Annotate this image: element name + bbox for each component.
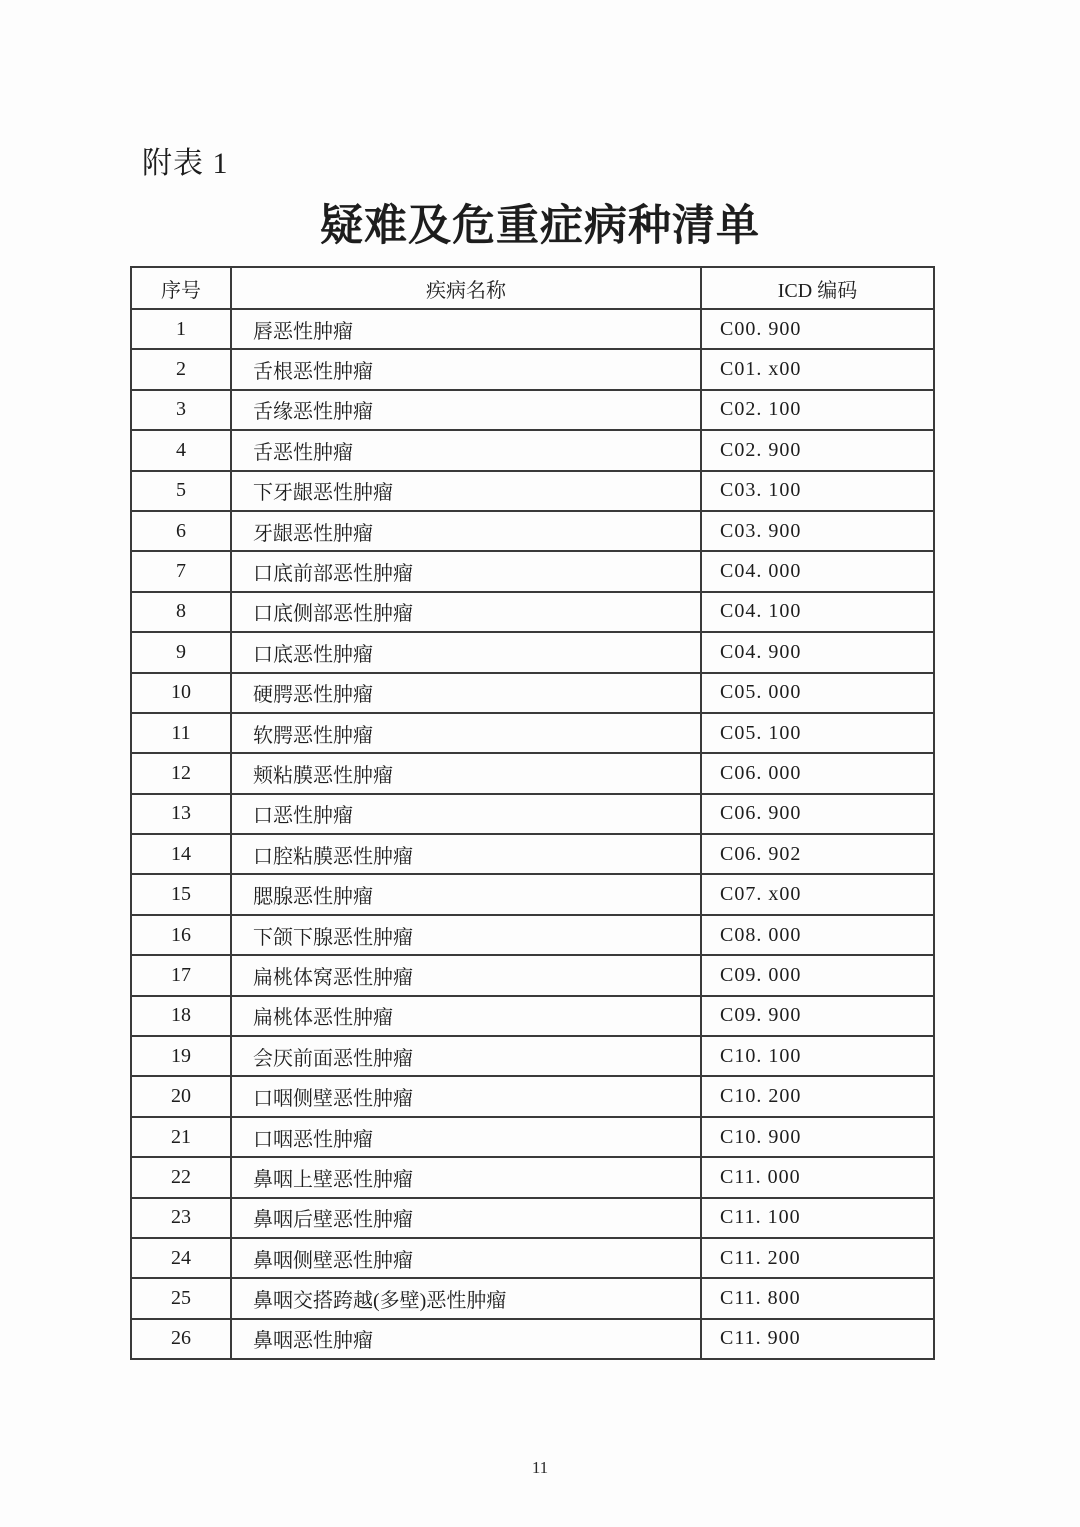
disease-name: 口咽侧壁恶性肿瘤 — [231, 1076, 701, 1116]
table-row — [131, 673, 934, 713]
table-row — [131, 1278, 934, 1318]
table-row — [131, 632, 934, 672]
disease-name: 硬腭恶性肿瘤 — [231, 673, 701, 713]
icd-code: C11. 000 — [701, 1157, 934, 1197]
row-number: 2 — [131, 349, 231, 389]
disease-name: 鼻咽上壁恶性肿瘤 — [231, 1157, 701, 1197]
disease-name: 扁桃体恶性肿瘤 — [231, 996, 701, 1036]
icd-code: C08. 000 — [701, 915, 934, 955]
icd-code: C11. 900 — [701, 1319, 934, 1359]
disease-name: 口底侧部恶性肿瘤 — [231, 592, 701, 632]
disease-name: 鼻咽后壁恶性肿瘤 — [231, 1198, 701, 1238]
disease-name: 牙龈恶性肿瘤 — [231, 511, 701, 551]
icd-code: C11. 800 — [701, 1278, 934, 1318]
row-number: 3 — [131, 390, 231, 430]
icd-code: C06. 000 — [701, 753, 934, 793]
icd-code: C02. 900 — [701, 430, 934, 470]
row-number: 7 — [131, 551, 231, 591]
row-number: 19 — [131, 1036, 231, 1076]
table-row — [131, 309, 934, 349]
disease-name: 舌恶性肿瘤 — [231, 430, 701, 470]
table-row — [131, 1238, 934, 1278]
disease-name: 下颌下腺恶性肿瘤 — [231, 915, 701, 955]
row-number: 14 — [131, 834, 231, 874]
table-body — [131, 309, 934, 1359]
col-header-no: 序号 — [131, 267, 231, 309]
disease-name: 腮腺恶性肿瘤 — [231, 874, 701, 914]
col-header-disease-name: 疾病名称 — [231, 267, 701, 309]
icd-code: C04. 100 — [701, 592, 934, 632]
table-row — [131, 390, 934, 430]
icd-code: C10. 100 — [701, 1036, 934, 1076]
icd-code: C05. 000 — [701, 673, 934, 713]
disease-name: 口底恶性肿瘤 — [231, 632, 701, 672]
table-row — [131, 1036, 934, 1076]
table-row — [131, 430, 934, 470]
row-number: 1 — [131, 309, 231, 349]
icd-code: C06. 900 — [701, 794, 934, 834]
table-row — [131, 551, 934, 591]
row-number: 4 — [131, 430, 231, 470]
disease-name: 舌缘恶性肿瘤 — [231, 390, 701, 430]
row-number: 18 — [131, 996, 231, 1036]
table-row — [131, 1198, 934, 1238]
row-number: 11 — [131, 713, 231, 753]
table-row — [131, 955, 934, 995]
row-number: 8 — [131, 592, 231, 632]
row-number: 12 — [131, 753, 231, 793]
icd-code: C02. 100 — [701, 390, 934, 430]
icd-code: C06. 902 — [701, 834, 934, 874]
icd-code: C11. 200 — [701, 1238, 934, 1278]
row-number: 6 — [131, 511, 231, 551]
table-row — [131, 996, 934, 1036]
icd-code: C03. 900 — [701, 511, 934, 551]
row-number: 20 — [131, 1076, 231, 1116]
icd-code: C01. x00 — [701, 349, 934, 389]
row-number: 16 — [131, 915, 231, 955]
row-number: 25 — [131, 1278, 231, 1318]
table-row — [131, 1076, 934, 1116]
row-number: 10 — [131, 673, 231, 713]
table-row — [131, 915, 934, 955]
icd-code: C09. 900 — [701, 996, 934, 1036]
header-row — [131, 267, 934, 309]
table-row — [131, 511, 934, 551]
row-number: 21 — [131, 1117, 231, 1157]
disease-name: 口咽恶性肿瘤 — [231, 1117, 701, 1157]
table-row — [131, 874, 934, 914]
page-number: 11 — [531, 1458, 549, 1477]
disease-name: 鼻咽恶性肿瘤 — [231, 1319, 701, 1359]
table-row — [131, 834, 934, 874]
table-row — [131, 1319, 934, 1359]
disease-name: 会厌前面恶性肿瘤 — [231, 1036, 701, 1076]
disease-name: 舌根恶性肿瘤 — [231, 349, 701, 389]
icd-code: C10. 900 — [701, 1117, 934, 1157]
disease-name: 口恶性肿瘤 — [231, 794, 701, 834]
row-number: 13 — [131, 794, 231, 834]
disease-name: 唇恶性肿瘤 — [231, 309, 701, 349]
table-row — [131, 471, 934, 511]
icd-code: C10. 200 — [701, 1076, 934, 1116]
row-number: 22 — [131, 1157, 231, 1197]
col-header-icd-code: ICD 编码 — [701, 267, 934, 309]
table-header — [131, 267, 934, 309]
disease-name: 鼻咽侧壁恶性肿瘤 — [231, 1238, 701, 1278]
disease-name: 口底前部恶性肿瘤 — [231, 551, 701, 591]
table-row — [131, 1157, 934, 1197]
row-number: 26 — [131, 1319, 231, 1359]
icd-code: C11. 100 — [701, 1198, 934, 1238]
table-row — [131, 349, 934, 389]
icd-code: C09. 000 — [701, 955, 934, 995]
row-number: 17 — [131, 955, 231, 995]
disease-table — [130, 266, 935, 1360]
row-number: 5 — [131, 471, 231, 511]
row-number: 24 — [131, 1238, 231, 1278]
disease-name: 下牙龈恶性肿瘤 — [231, 471, 701, 511]
icd-code: C07. x00 — [701, 874, 934, 914]
appendix-label: 附表 1 — [142, 147, 229, 180]
row-number: 23 — [131, 1198, 231, 1238]
icd-code: C03. 100 — [701, 471, 934, 511]
row-number: 9 — [131, 632, 231, 672]
page-title: 疑难及危重症病种清单 — [320, 203, 760, 250]
icd-code: C00. 900 — [701, 309, 934, 349]
icd-code: C05. 100 — [701, 713, 934, 753]
table-row — [131, 592, 934, 632]
disease-name: 鼻咽交搭跨越(多壁)恶性肿瘤 — [231, 1278, 701, 1318]
table-row — [131, 1117, 934, 1157]
disease-name: 软腭恶性肿瘤 — [231, 713, 701, 753]
table-row — [131, 794, 934, 834]
disease-name: 口腔粘膜恶性肿瘤 — [231, 834, 701, 874]
icd-code: C04. 900 — [701, 632, 934, 672]
icd-code: C04. 000 — [701, 551, 934, 591]
table-row — [131, 753, 934, 793]
row-number: 15 — [131, 874, 231, 914]
disease-name: 扁桃体窝恶性肿瘤 — [231, 955, 701, 995]
disease-name: 颊粘膜恶性肿瘤 — [231, 753, 701, 793]
table-row — [131, 713, 934, 753]
